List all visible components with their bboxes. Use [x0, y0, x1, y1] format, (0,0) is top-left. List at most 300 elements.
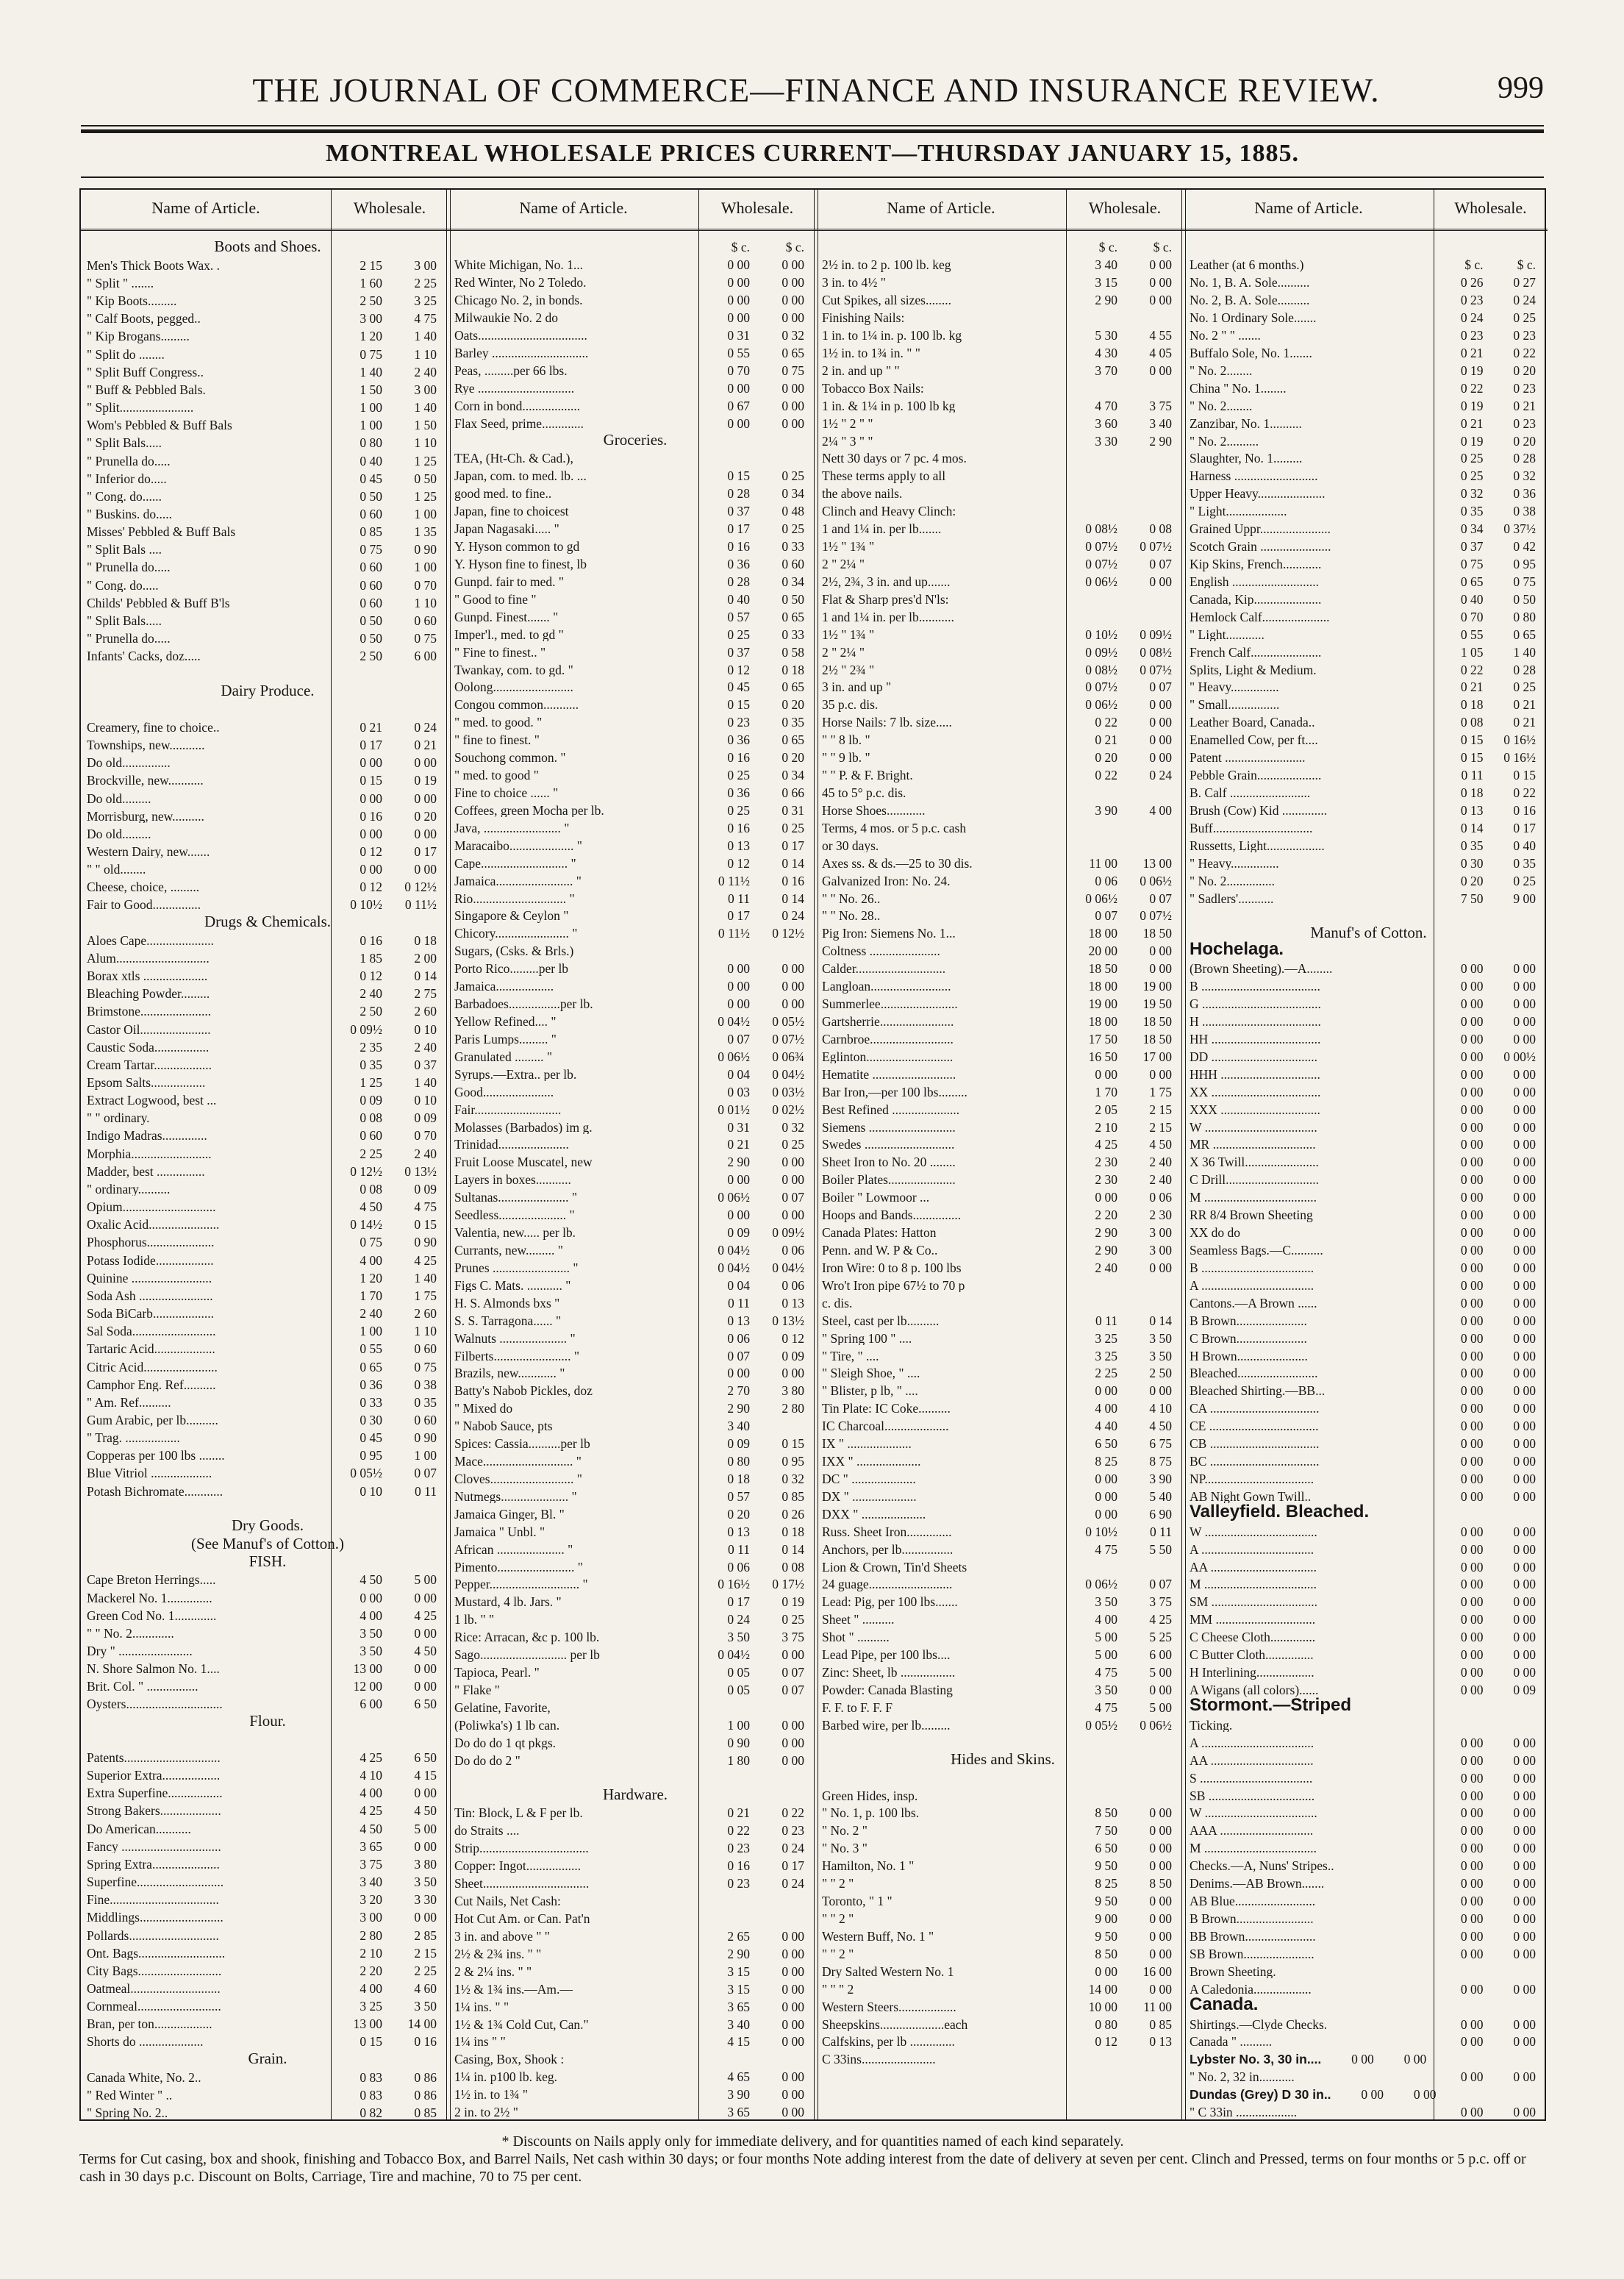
article-name: " " 2 ": [822, 1877, 854, 1891]
price-row: [816, 448, 1184, 466]
article-name: " " " 2: [822, 1983, 854, 1997]
price-low: 4 00: [360, 1786, 382, 1800]
price-high: 0 36: [1513, 486, 1536, 501]
price-high: 0 10: [414, 1021, 437, 1037]
price-row: [81, 716, 448, 734]
article-name: Canada.: [1190, 1996, 1259, 2014]
article-name: HHH ...............................: [1190, 1068, 1320, 1082]
price-row: [816, 659, 1184, 677]
price-row: [1184, 1627, 1548, 1644]
price-low: 1 00: [727, 1717, 750, 1733]
article-name: Coffees, green Mocha per lb.: [454, 804, 604, 818]
price-low: 3 65: [360, 1838, 382, 1854]
price-high: 0 00: [1149, 1894, 1172, 1908]
price-high: 0 08: [781, 1559, 804, 1574]
price-row: [816, 237, 1184, 254]
article-name: " Spring 100 " ....: [822, 1332, 912, 1346]
article-name: Do do do 1 qt pkgs.: [454, 1736, 557, 1750]
article-name: " Light...................: [1190, 505, 1287, 518]
article-name: 1½ " 1¾ ": [822, 541, 875, 554]
price-low: 3 30: [1095, 433, 1117, 449]
price-low: 0 55: [1460, 627, 1484, 642]
article-name: 1 and 1¼ in. per lb.......: [822, 523, 942, 536]
price-row: [448, 2014, 816, 2031]
price-high: 0 11: [1150, 1524, 1172, 1539]
price-row: [81, 947, 448, 965]
price-low: 3 50: [360, 1625, 382, 1641]
price-low: 0 11: [728, 1295, 750, 1310]
price-row: [1184, 1240, 1548, 1258]
article-name: Copperas per 100 lbs ........: [87, 1449, 225, 1463]
price-row: [81, 1676, 448, 1694]
price-low: 0 00: [1460, 1330, 1484, 1346]
price-low: 0 00: [1460, 1348, 1484, 1363]
article-name: Porto Rico.........per lb: [454, 963, 569, 976]
price-row: [1184, 1978, 1548, 1996]
price-high: 4 25: [1149, 1612, 1172, 1627]
price-low: 12 00: [353, 1679, 382, 1694]
price-low: 0 57: [727, 609, 750, 624]
price-high: 0 00: [781, 1717, 804, 1733]
price-low: 0 00: [1460, 1172, 1484, 1187]
price-row: [81, 823, 448, 841]
price-row: [448, 377, 816, 395]
article-name: Superfine...........................: [87, 1876, 224, 1889]
article-name: Tobacco Box Nails:: [822, 382, 924, 396]
price-low: 5 30: [1095, 328, 1117, 343]
article-name: G .....................................: [1190, 998, 1321, 1011]
price-high: 0 00: [781, 996, 804, 1011]
price-low: 0 21: [360, 719, 382, 735]
price-row: [816, 2084, 1184, 2102]
price-high: 0 25: [781, 820, 804, 835]
price-high: 0 20: [781, 750, 804, 765]
price-row: [816, 1767, 1184, 1785]
price-high: 0 00: [1513, 1946, 1536, 1961]
price-low: 0 06½: [1085, 697, 1117, 712]
article-name: " Split.......................: [87, 402, 194, 415]
price-low: 0 00: [1460, 1383, 1484, 1398]
price-high: 0 20: [1513, 433, 1536, 449]
price-row: [81, 1143, 448, 1160]
price-high: 0 00: [1513, 1876, 1536, 1891]
price-low: 0 10½: [1085, 627, 1117, 642]
price-low: 0 05: [727, 1683, 750, 1697]
price-row: [1184, 1011, 1548, 1029]
article-name: Oolong.........................: [454, 681, 573, 694]
price-low: 2 30: [1095, 1155, 1117, 1169]
price-high: 0 00: [1513, 2069, 1536, 2084]
price-low: 0 19: [1460, 433, 1484, 449]
section-heading: [448, 1785, 816, 1802]
price-row: [81, 1498, 448, 1516]
price-high: 0 25: [1513, 680, 1536, 694]
price-low: 0 00: [1460, 1858, 1484, 1873]
article-name: " Prunella do.....: [87, 632, 171, 646]
price-high: 0 00: [781, 1981, 804, 1997]
price-high: 0 00: [1513, 1488, 1536, 1504]
price-low: 0 00: [1460, 1119, 1484, 1135]
price-high: 0 28: [1513, 451, 1536, 466]
price-high: 3 00: [414, 382, 437, 397]
article-name: Tartaric Acid...................: [87, 1343, 215, 1356]
article-name: " No. 2........: [1190, 399, 1253, 413]
section-heading: [1184, 1503, 1548, 1521]
article-name: Boots and Shoes.: [214, 239, 321, 255]
price-row: [816, 1609, 1184, 1627]
price-low: 0 00: [1460, 1788, 1484, 1803]
price-row: [816, 1802, 1184, 1820]
price-row: [448, 782, 816, 800]
article-name: " Split Bals.....: [87, 614, 162, 628]
price-row: [816, 1028, 1184, 1046]
article-name: " " No. 2.............: [87, 1627, 174, 1641]
price-high: 0 58: [781, 644, 804, 660]
price-row: [816, 1538, 1184, 1556]
article-name: Sal Soda..........................: [87, 1325, 216, 1338]
price-low: 0 00: [727, 293, 750, 307]
article-name: Soda BiCarb...................: [87, 1308, 215, 1321]
price-row: [81, 1108, 448, 1125]
price-low: 0 00: [727, 416, 750, 431]
price-column-3: [816, 190, 1184, 2119]
price-low: 0 21: [1460, 416, 1484, 431]
price-high: 3 50: [414, 1999, 437, 2014]
price-high: 0 00: [781, 1155, 804, 1169]
article-name: Shot " ..........: [822, 1631, 890, 1644]
price-low: 0 60: [360, 595, 382, 610]
price-high: 0 00: [1513, 1770, 1536, 1786]
article-name: These terms apply to all: [822, 470, 946, 483]
article-name: W ...................................: [1190, 1525, 1317, 1539]
article-name: Spices: Cassia..........per lb: [454, 1438, 590, 1451]
price-low: 0 10½: [1085, 1524, 1117, 1539]
price-row: [448, 694, 816, 712]
price-row: [816, 994, 1184, 1011]
article-name: Brown Sheeting.: [1190, 1965, 1276, 1979]
price-low: 0 00: [1460, 1066, 1484, 1082]
price-low: 0 80: [727, 1454, 750, 1469]
price-row: [448, 1116, 816, 1134]
price-low: 0 00: [1460, 1277, 1484, 1293]
price-high: 0 00: [414, 1910, 437, 1925]
price-low: 3 65: [727, 1999, 750, 2014]
price-row: [816, 1046, 1184, 1063]
price-high: 0 17½: [772, 1577, 804, 1591]
price-high: 0 00: [781, 2034, 804, 2049]
article-name: Camphor Eng. Ref..........: [87, 1378, 216, 1392]
price-high: 0 86: [414, 2069, 437, 2085]
price-high: 0 50: [781, 591, 804, 607]
price-high: 6 90: [1149, 1506, 1172, 1522]
price-high: 0 17: [781, 1858, 804, 1873]
price-row: [816, 1873, 1184, 1891]
price-high: 3 90: [1149, 1471, 1172, 1486]
price-low: 3 60: [1095, 416, 1117, 431]
price-row: [81, 1427, 448, 1444]
price-low: 1 50: [360, 382, 382, 397]
price-low: 0 07: [1095, 908, 1117, 923]
price-high: 0 00: [1149, 1683, 1172, 1697]
price-row: [81, 1321, 448, 1338]
article-name: Cut Spikes, all sizes........: [822, 294, 951, 307]
price-low: 2 40: [360, 1306, 382, 1321]
article-name: Chicago No. 2, in bonds.: [454, 294, 583, 307]
article-name: C 33ins.......................: [822, 2053, 936, 2066]
article-name: Epsom Salts.................: [87, 1077, 206, 1090]
price-row: [81, 1001, 448, 1019]
price-low: 0 11: [1095, 1313, 1117, 1328]
article-name: Rye ..............................: [454, 382, 575, 396]
article-name: (See Manuf's of Cotton.): [191, 1536, 344, 1552]
article-name: TEA, (Ht-Ch. & Cad.),: [454, 452, 573, 466]
article-name: Gunpd. fair to med. ": [454, 575, 565, 589]
price-row: [81, 1640, 448, 1658]
price-low: 0 09: [727, 1436, 750, 1451]
header-rule-2: [81, 129, 1544, 133]
article-name: Shirtings.—Clyde Checks.: [1190, 2018, 1328, 2032]
price-high: 18 50: [1142, 1031, 1172, 1046]
price-row: [1184, 1820, 1548, 1838]
price-row: [448, 923, 816, 941]
price-high: 0 00: [1513, 1630, 1536, 1644]
price-high: 0 00: [781, 416, 804, 431]
article-name: Jamaica Ginger, Bl. ": [454, 1508, 565, 1522]
article-name: Y. Hyson fine to finest, lb: [454, 558, 587, 571]
subhead-rule: [81, 176, 1544, 178]
article-name: Japan Nagasaki..... ": [454, 523, 559, 536]
price-high: 0 37½: [1503, 521, 1536, 536]
price-row: [448, 554, 816, 571]
price-high: 0 85: [414, 2105, 437, 2120]
price-row: [816, 1978, 1184, 1996]
article-name: B. Calf .........................: [1190, 787, 1311, 800]
article-name: 1 in. & 1¼ in p. 100 lb kg: [822, 399, 956, 413]
price-table: [79, 188, 1546, 2121]
article-name: Anchors, per lb................: [822, 1543, 954, 1557]
article-name: W ...................................: [1190, 1121, 1317, 1135]
article-name: C Butter Cloth...............: [1190, 1649, 1314, 1662]
price-high: 0 07: [414, 1466, 437, 1480]
price-high: 0 60: [414, 613, 437, 628]
price-row: [448, 272, 816, 290]
price-row: [448, 1469, 816, 1486]
section-heading: [81, 681, 448, 699]
price-row: [448, 1433, 816, 1451]
price-row: [816, 518, 1184, 536]
price-high: 0 25: [781, 1612, 804, 1627]
price-row: [448, 1398, 816, 1416]
price-high: 0 00: [781, 398, 804, 413]
price-row: [448, 994, 816, 1011]
price-row: [816, 958, 1184, 976]
price-low: 0 04½: [718, 1242, 750, 1258]
price-row: [81, 1925, 448, 1942]
article-name: No. 1, B. A. Sole..........: [1190, 277, 1310, 290]
article-name: Sheepskins....................each: [822, 2018, 968, 2032]
article-name: Bleaching Powder.........: [87, 988, 210, 1001]
price-high: 0 15: [781, 1436, 804, 1451]
price-row: [448, 1714, 816, 1732]
section-heading: [448, 430, 816, 448]
price-row: [81, 930, 448, 947]
price-row: [448, 870, 816, 888]
price-high: 4 25: [414, 1608, 437, 1623]
price-high: 0 00: [1413, 2087, 1437, 2102]
price-row: [816, 1292, 1184, 1310]
article-name: good med. to fine..: [454, 488, 552, 501]
price-row: [816, 272, 1184, 290]
price-low: 0 14½: [350, 1217, 382, 1232]
article-name: Casing, Box, Shook :: [454, 2053, 565, 2066]
price-row: [816, 1063, 1184, 1081]
price-low: 0 00: [1095, 1190, 1117, 1205]
price-low: 1 80: [727, 1752, 750, 1768]
price-high: 4 60: [414, 1980, 437, 1996]
price-row: [1184, 2102, 1548, 2119]
price-high: 0 90: [414, 1430, 437, 1445]
price-high: 0 00: [1513, 1928, 1536, 1944]
article-name: Buff...............................: [1190, 821, 1313, 835]
price-high: 1 50: [414, 418, 437, 432]
price-high: 0 14: [781, 855, 804, 871]
price-row: [1184, 1556, 1548, 1574]
price-low: 19 00: [1088, 996, 1117, 1011]
price-row: [448, 1451, 816, 1469]
price-row: [816, 1257, 1184, 1274]
price-low: 0 00: [727, 1172, 750, 1187]
price-row: [816, 501, 1184, 518]
price-row: [1184, 1591, 1548, 1609]
price-row: [448, 501, 816, 518]
price-row: [81, 841, 448, 858]
price-high: 0 16: [781, 873, 804, 888]
price-low: 0 00: [1460, 1946, 1484, 1961]
price-low: 0 33: [360, 1394, 382, 1410]
price-row: [81, 983, 448, 1001]
price-high: 2 60: [414, 1004, 437, 1019]
price-low: 6 00: [360, 1697, 382, 1711]
price-low: 0 25: [727, 627, 750, 642]
price-row: [81, 1569, 448, 1587]
name-of-article-header: Name of Article.: [1254, 199, 1363, 217]
price-low: 0 08: [360, 1110, 382, 1125]
price-row: [81, 308, 448, 326]
price-row: [448, 343, 816, 360]
price-high: 2 50: [1149, 1366, 1172, 1380]
price-high: 0 00: [1149, 944, 1172, 958]
price-high: 0 00: [1149, 574, 1172, 589]
price-row: [81, 788, 448, 805]
article-name: Men's Thick Boots Wax. .: [87, 259, 220, 273]
article-name: " Blister, p lb, " ....: [822, 1385, 918, 1398]
price-row: [816, 1416, 1184, 1433]
price-low: 0 00: [360, 755, 382, 770]
article-name: AAA .............................: [1190, 1825, 1314, 1838]
article-name: Copper: Ingot.................: [454, 1860, 582, 1873]
price-row: [1184, 588, 1548, 606]
price-row: [1184, 536, 1548, 554]
price-low: 0 03: [727, 1084, 750, 1099]
price-high: 3 00: [1149, 1225, 1172, 1240]
price-low: 4 00: [360, 1252, 382, 1268]
article-name: City Bags..........................: [87, 1964, 222, 1978]
price-low: 1 40: [360, 364, 382, 379]
price-low: 0 00: [1460, 1471, 1484, 1486]
price-low: 0 57: [727, 1488, 750, 1504]
price-row: [1184, 677, 1548, 694]
article-name: Valentia, new..... per lb.: [454, 1227, 576, 1240]
price-high: 0 34: [781, 768, 804, 782]
price-column-2: [448, 190, 816, 2119]
price-low: 0 40: [360, 453, 382, 468]
price-row: [816, 1011, 1184, 1029]
price-low: 0 11: [728, 891, 750, 906]
article-name: Oats..................................: [454, 329, 587, 343]
article-name: No. 2, B. A. Sole..........: [1190, 294, 1310, 307]
price-high: 0 00: [1513, 2034, 1536, 2049]
price-high: 0 14: [781, 1541, 804, 1557]
price-row: [81, 450, 448, 468]
price-low: 3 50: [1095, 1683, 1117, 1697]
price-low: 1 05: [1460, 644, 1484, 660]
price-row: [1184, 518, 1548, 536]
price-high: 0 24: [781, 1841, 804, 1855]
price-low: 0 00: [1460, 1366, 1484, 1380]
article-name: Filberts........................ ": [454, 1349, 579, 1363]
article-name: Townships, new...........: [87, 739, 205, 752]
column-header: [81, 190, 448, 231]
article-name: Cloves.......................... ": [454, 1472, 582, 1486]
price-high: 0 07½: [1140, 539, 1172, 554]
price-low: 0 55: [360, 1341, 382, 1356]
price-row: [448, 2102, 816, 2119]
price-low: 1 20: [360, 329, 382, 343]
article-name: IC Charcoal....................: [822, 1420, 949, 1433]
article-name: A ...................................: [1190, 1279, 1314, 1293]
price-high: 0 32: [781, 1471, 804, 1486]
price-low: 0 28: [727, 486, 750, 501]
price-low: 2 90: [1095, 1242, 1117, 1258]
price-low: $ c.: [731, 240, 750, 254]
price-row: [1184, 747, 1548, 765]
price-high: 0 00: [781, 310, 804, 325]
article-name: B .....................................: [1190, 980, 1320, 994]
price-row: [816, 1169, 1184, 1187]
price-high: 0 00: [781, 257, 804, 272]
article-name: Gelatine, Favorite,: [454, 1701, 551, 1715]
article-name: " Inferior do.....: [87, 472, 167, 486]
article-name: RR 8/4 Brown Sheeting: [1190, 1209, 1313, 1222]
price-row: [448, 730, 816, 747]
price-high: 0 23: [1513, 380, 1536, 396]
price-high: 1 40: [414, 1075, 437, 1090]
price-low: 0 13: [727, 838, 750, 853]
price-high: 0 00: [1513, 1102, 1536, 1117]
article-name: " " 9 lb. ": [822, 752, 870, 765]
price-row: [816, 941, 1184, 958]
price-low: 17 50: [1088, 1031, 1117, 1046]
article-name: or 30 days.: [822, 839, 879, 853]
article-name: Western Buff, No. 1 ": [822, 1930, 934, 1944]
price-high: 0 04½: [772, 1066, 804, 1082]
article-name: MR ................................: [1190, 1138, 1316, 1152]
price-row: [448, 1750, 816, 1767]
article-name: Lion & Crown, Tin'd Sheets: [822, 1561, 967, 1574]
price-row: [816, 1926, 1184, 1944]
price-low: 0 36: [727, 732, 750, 747]
price-high: 0 38: [1513, 504, 1536, 518]
